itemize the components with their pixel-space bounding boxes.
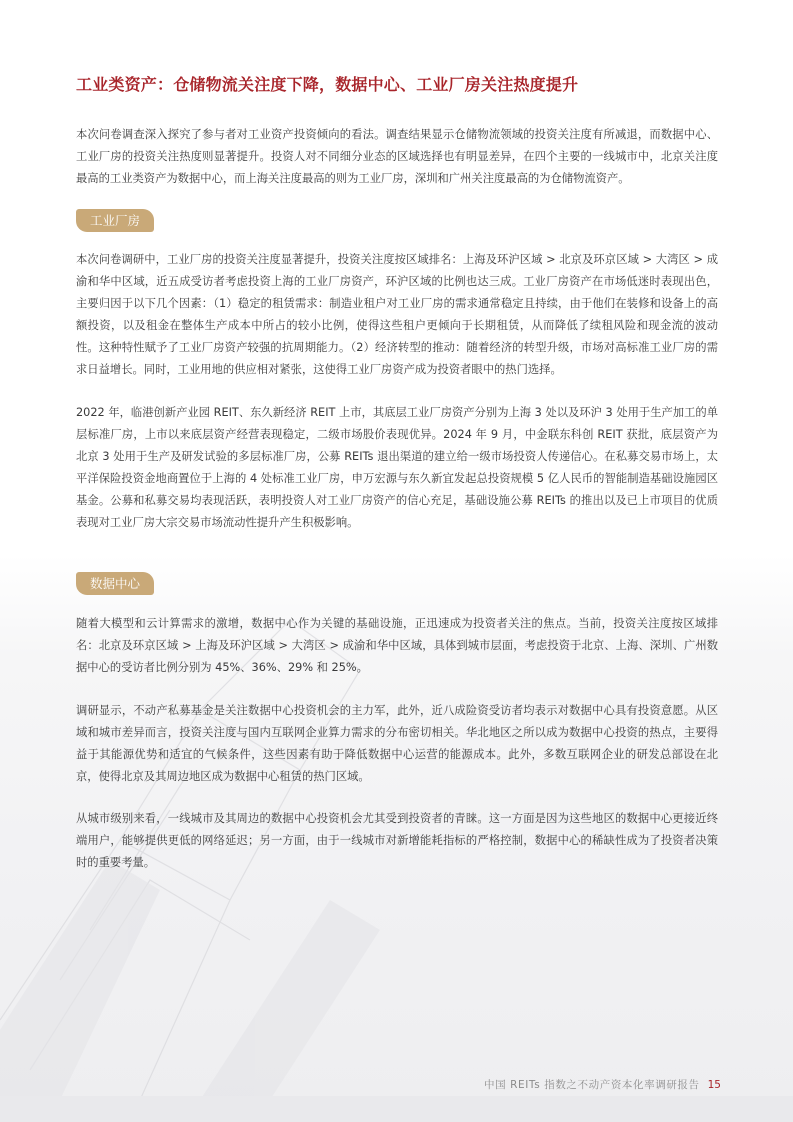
datacenter-paragraph-1: 随着大模型和云计算需求的激增，数据中心作为关键的基础设施，正迅速成为投资者关注的焦点。当前，投资关注度按区域排名：北京及环京区域 > 上海及环沪区域 > 大湾区 > 成渝和华中区域，具体到城市层面，考虑投资于北京、上海、深圳、广州数据中心的受访者比例分别为 45%、36%、29% 和 25%。	[76, 617, 718, 674]
bottom-band	[0, 1096, 793, 1122]
section-tag-datacenter: 数据中心	[76, 572, 154, 595]
intro-paragraph: 本次问卷调查深入探究了参与者对工业资产投资倾向的看法。调查结果显示仓储物流领域的投资关注度有所减退，而数据中心、工业厂房的投资关注热度则显著提升。投资人对不同细分业态的区域选择也有明显差异，在四个主要的一线城市中，北京关注度最高的工业类资产为数据中心，而上海关注度最高的则为工业厂房，深圳和广州关注度最高的为仓储物流资产。	[76, 128, 718, 185]
factory-paragraph-2: 2022 年，临港创新产业园 REIT、东久新经济 REIT 上市，其底层工业厂房资产分别为上海 3 处以及环沪 3 处用于生产加工的单层标准厂房，上市以来底层资产经营表现稳定，二级市场股价表现优异。2024 年 9 月，中金联东科创 REIT 获批，底层资产为北京 3 处用于生产及研发试验的多层标准厂房，公募 REITs 退出渠道的建立给一级市场投资人传递信心。在私募交易市场上，太平洋保险投资金地商置位于上海的 4 处标准工业厂房，申万宏源与东久新宜发起总投资规模 5 亿人民币的智能制造基础设施园区基金。公募和私募交易均表现活跃，表明投资人对工业厂房资产的信心充足，基础设施公募 REITs 的推出以及已上市项目的优质表现对工业厂房大宗交易市场流动性提升产生积极影响。	[76, 406, 718, 529]
section-tag-factory: 工业厂房	[76, 209, 154, 232]
footer-report-title: 中国 REITs 指数之不动产资本化率调研报告	[483, 1079, 700, 1091]
page-heading: 工业类资产：仓储物流关注度下降，数据中心、工业厂房关注热度提升	[76, 75, 579, 94]
datacenter-paragraph-2: 调研显示，不动产私募基金是关注数据中心投资机会的主力军，此外，近八成险资受访者均表示对数据中心具有投资意愿。从区域和城市差异而言，投资关注度与国内互联网企业算力需求的分布密切相关。华北地区之所以成为数据中心投资的热点，主要得益于其能源优势和适宜的气候条件，这些因素有助于降低数据中心运营的能源成本。此外，多数互联网企业的研发总部设在北京，使得北京及其周边地区成为数据中心租赁的热门区域。	[76, 704, 718, 783]
page-number: 15	[707, 1079, 721, 1091]
datacenter-paragraph-3: 从城市级别来看，一线城市及其周边的数据中心投资机会尤其受到投资者的青睐。这一方面是因为这些地区的数据中心更接近终端用户，能够提供更低的网络延迟；另一方面，由于一线城市对新增能耗指标的严格控制，数据中心的稀缺性成为了投资者决策时的重要考量。	[76, 812, 718, 869]
page-footer	[484, 1077, 721, 1092]
factory-paragraph-1: 本次问卷调研中，工业厂房的投资关注度显著提升，投资关注度按区域排名：上海及环沪区域 > 北京及环京区域 > 大湾区 > 成渝和华中区域，近五成受访者考虑投资上海的工业厂房资产，环沪区域的比例也达三成。工业厂房资产在市场低迷时表现出色，主要归因于以下几个因素：（1）稳定的租赁需求：制造业租户对工业厂房的需求通常稳定且持续，由于他们在装修和设备上的高额投资，以及租金在整体生产成本中所占的较小比例，使得这些租户更倾向于长期租赁，从而降低了续租风险和现金流的波动性。这种特性赋予了工业厂房资产较强的抗周期能力。（2）经济转型的推动：随着经济的转型升级，市场对高标准工业厂房的需求日益增长。同时，工业用地的供应相对紧张，这使得工业厂房资产成为投资者眼中的热门选择。	[76, 253, 718, 376]
